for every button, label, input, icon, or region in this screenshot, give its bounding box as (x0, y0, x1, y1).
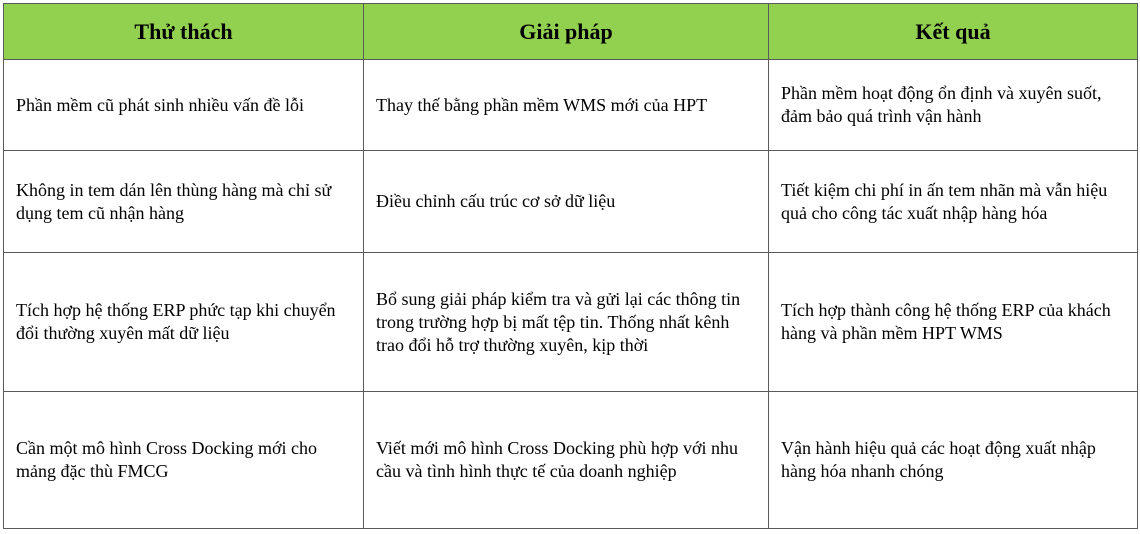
challenge-cell (4, 151, 364, 253)
table-row (4, 151, 1138, 253)
solution-text: Viết mới mô hình Cross Docking phù hợp với nhu cầu và tình hình thực tế của doanh nghiệp (376, 438, 738, 481)
table-row (4, 392, 1138, 529)
challenge-cell (4, 253, 364, 392)
result-text: Tiết kiệm chi phí in ấn tem nhãn mà vẫn hiệu quả cho công tác xuất nhập hàng hóa (781, 179, 1108, 223)
result-cell (769, 60, 1138, 151)
header-solution: Giải pháp (364, 4, 769, 60)
solution-cell (364, 392, 769, 529)
challenge-text: Tích hợp hệ thống ERP phức tạp khi chuyển đổi thường xuyên mất dữ liệu (16, 300, 336, 343)
header-challenge: Thử thách (4, 4, 364, 60)
challenge-text: Cần một mô hình Cross Docking mới cho mảng đặc thù FMCG (16, 438, 318, 481)
result-cell (769, 253, 1138, 392)
solution-text: Điều chỉnh cấu trúc cơ sở dữ liệu (376, 191, 616, 211)
challenge-cell (4, 392, 364, 529)
challenge-text: Phần mềm cũ phát sinh nhiều vấn đề lỗi (16, 94, 304, 115)
table-row (4, 60, 1138, 151)
challenge-solution-result-table (3, 3, 1138, 529)
result-cell (769, 151, 1138, 253)
solution-cell (364, 253, 769, 392)
table-header-row (4, 4, 1138, 60)
solution-cell (364, 151, 769, 253)
challenge-text: Không in tem dán lên thùng hàng mà chỉ sử dụng tem cũ nhận hàng (16, 179, 332, 223)
result-text: Phần mềm hoạt động ổn định và xuyên suốt, đảm bảo quá trình vận hành (781, 83, 1102, 126)
result-text: Tích hợp thành công hệ thống ERP của khách hàng và phần mềm HPT WMS (781, 300, 1111, 343)
result-text: Vận hành hiệu quả các hoạt động xuất nhập hàng hóa nhanh chóng (781, 438, 1096, 481)
solution-text: Bổ sung giải pháp kiểm tra và gửi lại các thông tin trong trường hợp bị mất tệp tin. Thống nhất kênh trao đổi hỗ trợ thường xuyên, kịp thời (376, 288, 741, 355)
solution-text: Thay thế bằng phần mềm WMS mới của HPT (376, 94, 708, 115)
table-row (4, 253, 1138, 392)
solution-cell (364, 60, 769, 151)
header-result: Kết quả (769, 4, 1138, 60)
challenge-cell (4, 60, 364, 151)
result-cell (769, 392, 1138, 529)
